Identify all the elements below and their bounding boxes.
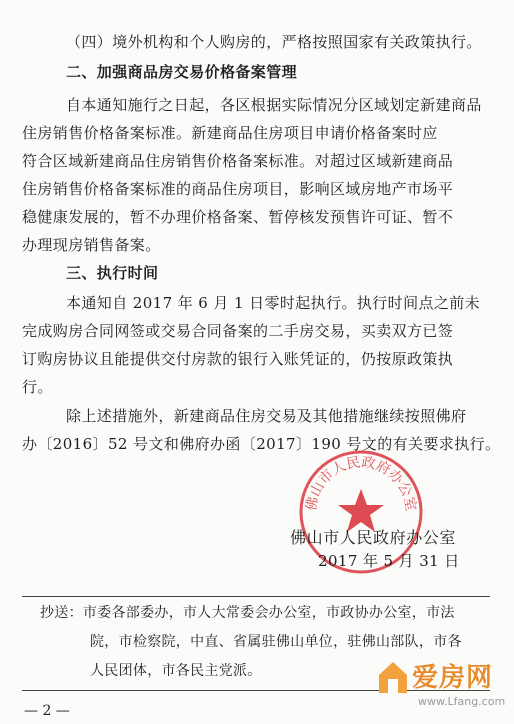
issue-date: 2017 年 5 月 31 日 [318,552,460,570]
section-heading-2: 二、加强商品房交易价格备案管理 [66,63,298,81]
para3-line: 行。 [22,378,53,396]
para3-line: 订购房协议且能提供交付房款的银行入账凭证的，仍按原政策执 [22,350,454,368]
para2-line: 住房销售价格备案标准。新建商品住房项目申请价格备案时应 [22,124,438,142]
para2-line: 办理现房销售备案。 [22,236,161,254]
item-4-text: （四）境外机构和个人购房的，严格按照国家有关政策执行。 [66,33,482,51]
cc-line: 人民团体，市各民主党派。 [90,663,262,679]
para3-line: 完成购房合同网签或交易合同备案的二手房交易，买卖双方已签 [22,322,454,340]
house-logo-icon [376,657,410,697]
section-heading-3: 三、执行时间 [66,264,159,282]
watermark-domain: www.Lfang.com [418,695,506,708]
page-number: — 2 — [24,703,70,719]
para2-line: 住房销售价格备案标准的商品住房项目，影响区域房地产市场平 [22,180,454,198]
para3-line: 本通知自 2017 年 6 月 1 日零时起执行。执行时间点之前未 [66,294,481,312]
para2-line: 符合区域新建商品住房销售价格备案标准。对超过区域新建商品 [22,152,454,170]
cc-line: 院，市检察院，中直、省属驻佛山单位，驻佛山部队，市各 [90,634,462,650]
para4-line: 办〔2016〕52 号文和佛府办函〔2017〕190 号文的有关要求执行。 [22,435,501,453]
watermark-logo [372,655,507,715]
seal-text: 佛山市人民政府办公室 [303,454,419,513]
cc-line: 抄送：市委各部委办，市人大常委会办公室，市政协办公室，市法 [40,605,455,621]
issuer-name: 佛山市人民政府办公室 [290,528,457,547]
para4-line: 除上述措施外，新建商品住房交易及其他措施继续按照佛府 [66,407,467,425]
para2-line: 稳健康发展的，暂不办理价格备案、暂停核发预售许可证、暂不 [22,208,454,226]
watermark-brand: 爱房网 [412,663,494,693]
cc-divider-top [22,596,490,597]
para2-line: 自本通知施行之日起，各区根据实际情况分区域划定新建商品 [66,96,482,114]
